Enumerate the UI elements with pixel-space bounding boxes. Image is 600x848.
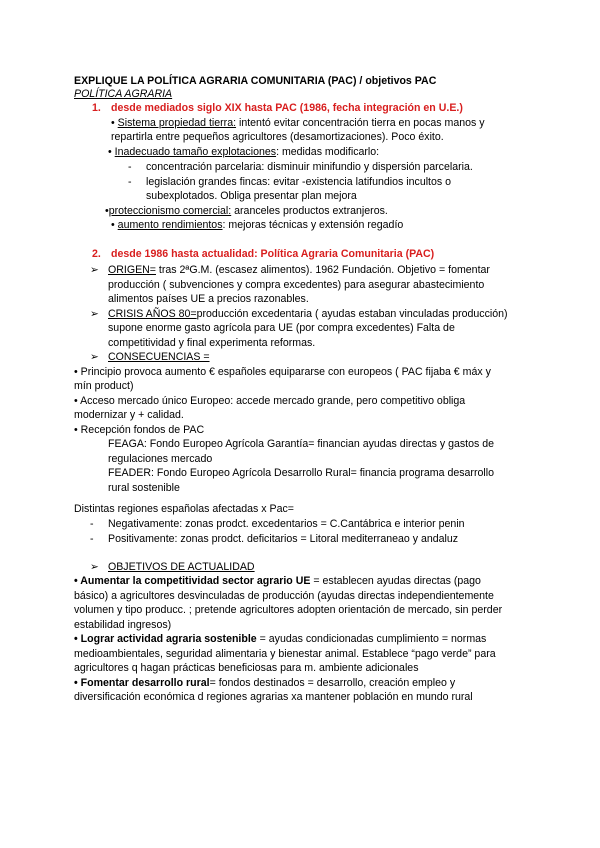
section-2-heading: desde 1986 hasta actualidad: Política Agraria Comunitaria (PAC)	[111, 248, 435, 260]
origen-item	[108, 264, 490, 277]
feader-cont: rural sostenible	[108, 482, 180, 494]
objetivo-3	[74, 677, 455, 690]
objetivo-3-text: = fondos destinados = desarrollo, creación empleo y	[209, 677, 456, 689]
section-subtitle: POLÍTICA AGRARIA	[74, 88, 173, 100]
bullet-label: Inadecuado tamaño explotaciones	[114, 146, 277, 158]
bullet-rendimientos	[111, 219, 403, 232]
bullet-text: : medidas modificarlo:	[276, 146, 380, 158]
objetivo-1-line-4: estabilidad ingresos)	[74, 619, 172, 631]
sub-item-legislacion: legislación grandes fincas: evitar -existencia latifundios incultos o	[146, 176, 452, 188]
feaga-cont: regulaciones mercado	[108, 453, 213, 465]
bullet-text: intentó evitar concentración tierra en pocas manos y	[236, 117, 485, 129]
regiones-intro: Distintas regiones españolas afectadas x Pac=	[74, 503, 294, 515]
objetivo-2-line-3: agricultores q hagan prácticas beneficiosas para m. ambiente adicionales	[74, 662, 419, 674]
section-2-number: 2.	[92, 248, 101, 260]
dash-icon: -	[128, 176, 132, 188]
consecuencia-2-cont: modernizar y + calidad.	[74, 409, 184, 421]
crisis-label: CRISIS AÑOS 80=	[108, 308, 197, 320]
crisis-line-2: supone enorme gasto agrícola para UE (por compra excedentes) Falta de	[108, 322, 455, 334]
section-1-heading: desde mediados siglo XIX hasta PAC (1986, fecha integración en U.E.)	[111, 102, 463, 114]
arrow-icon: ➢	[90, 264, 99, 276]
feader-item: FEADER: Fondo Europeo Agrícola Desarrollo Rural= financia programa desarrollo	[108, 467, 494, 479]
bullet-label: aumento rendimientos	[117, 219, 223, 231]
objetivo-2-label: • Lograr actividad agraria sostenible	[74, 633, 257, 645]
objetivo-3-line-2: diversificación económica d regiones agrarias xa mantener población en mundo rural	[74, 691, 473, 703]
arrow-icon: ➢	[90, 561, 99, 573]
objetivo-1	[74, 575, 481, 588]
consecuencia-3: • Recepción fondos de PAC	[74, 424, 205, 436]
bullet-icon: •	[105, 205, 109, 217]
arrow-icon: ➢	[90, 351, 99, 363]
arrow-icon: ➢	[90, 308, 99, 320]
document-title: EXPLIQUE LA POLÍTICA AGRARIA COMUNITARIA (PAC) / objetivos PAC	[74, 75, 437, 87]
bullet-sistema-propiedad	[111, 117, 485, 130]
origen-label: ORIGEN=	[108, 264, 156, 276]
origen-line-3: alimentos países UE a precios razonables.	[108, 293, 309, 305]
consecuencia-1-cont: mín product)	[74, 380, 134, 392]
objetivo-1-line-3: volumen y tipo producc. ; pretende agricultores adopten orientación de mercado, sin perder	[74, 604, 503, 616]
objetivo-2-line-2: medioambientales, seguridad alimentaria y bienestar animal. Establece “pago verde” para	[74, 648, 496, 660]
regiones-positivamente: Positivamente: zonas prodct. deficitarios = Litoral mediterraneao y andaluz	[108, 533, 459, 545]
sub-item-continuation: subexplotados. Obliga presentar plan mejora	[146, 190, 357, 202]
bullet-icon: •	[111, 117, 115, 129]
dash-icon: -	[90, 518, 94, 530]
bullet-text: aranceles productos extranjeros.	[231, 205, 388, 217]
bullet-label: proteccionismo comercial:	[108, 205, 232, 217]
dash-icon: -	[90, 533, 94, 545]
bullet-icon: •	[108, 146, 112, 158]
crisis-text: producción excedentaria ( ayudas estaban vinculadas producción)	[196, 308, 508, 320]
sub-item-concentracion: concentración parcelaria: disminuir minifundio y dispersión parcelaria.	[146, 161, 473, 173]
objetivo-2-text: = ayudas condicionadas cumplimiento = normas	[256, 633, 487, 645]
consecuencia-2: • Acceso mercado único Europeo: accede mercado grande, pero competitivo obliga	[74, 395, 466, 407]
crisis-item	[108, 308, 508, 321]
bullet-icon: •	[111, 219, 115, 231]
dash-icon: -	[128, 161, 132, 173]
origen-text: tras 2ªG.M. (escasez alimentos). 1962 Fundación. Objetivo = fomentar	[155, 264, 490, 276]
objetivo-1-label: • Aumentar la competitividad sector agrario UE	[74, 575, 311, 587]
bullet-text: : mejoras técnicas y extensión regadío	[222, 219, 404, 231]
origen-line-2: producción ( subvenciones y compra excedentes) para asegurar abastecimiento	[108, 279, 485, 291]
consecuencias-label: CONSECUENCIAS =	[108, 351, 210, 363]
consecuencia-1: • Principio provoca aumento € españoles equipararse con europeos ( PAC fijaba € máx y	[74, 366, 491, 378]
objetivos-heading: OBJETIVOS DE ACTUALIDAD	[108, 561, 255, 573]
bullet-continuation: repartirla entre pequeños agricultores (desamortizaciones). Poco éxito.	[111, 131, 444, 143]
bullet-proteccionismo	[105, 205, 388, 218]
regiones-negativamente: Negativamente: zonas prodct. excedentarios = C.Cantábrica e interior penin	[108, 518, 465, 530]
objetivo-3-label: • Fomentar desarrollo rural	[74, 677, 210, 689]
section-1-number: 1.	[92, 102, 101, 114]
objetivo-2	[74, 633, 486, 646]
crisis-line-3: competitividad y final experimenta reformas.	[108, 337, 316, 349]
bullet-tamano-explotaciones	[108, 146, 379, 159]
objetivo-1-text: = establecen ayudas directas (pago	[310, 575, 481, 587]
objetivo-1-line-2: básico) a agricultores desvinculadas de producción (ayudas directas independientemente	[74, 590, 494, 602]
feaga-item: FEAGA: Fondo Europeo Agrícola Garantía= financian ayudas directas y gastos de	[108, 438, 495, 450]
bullet-label: Sistema propiedad tierra:	[117, 117, 237, 129]
